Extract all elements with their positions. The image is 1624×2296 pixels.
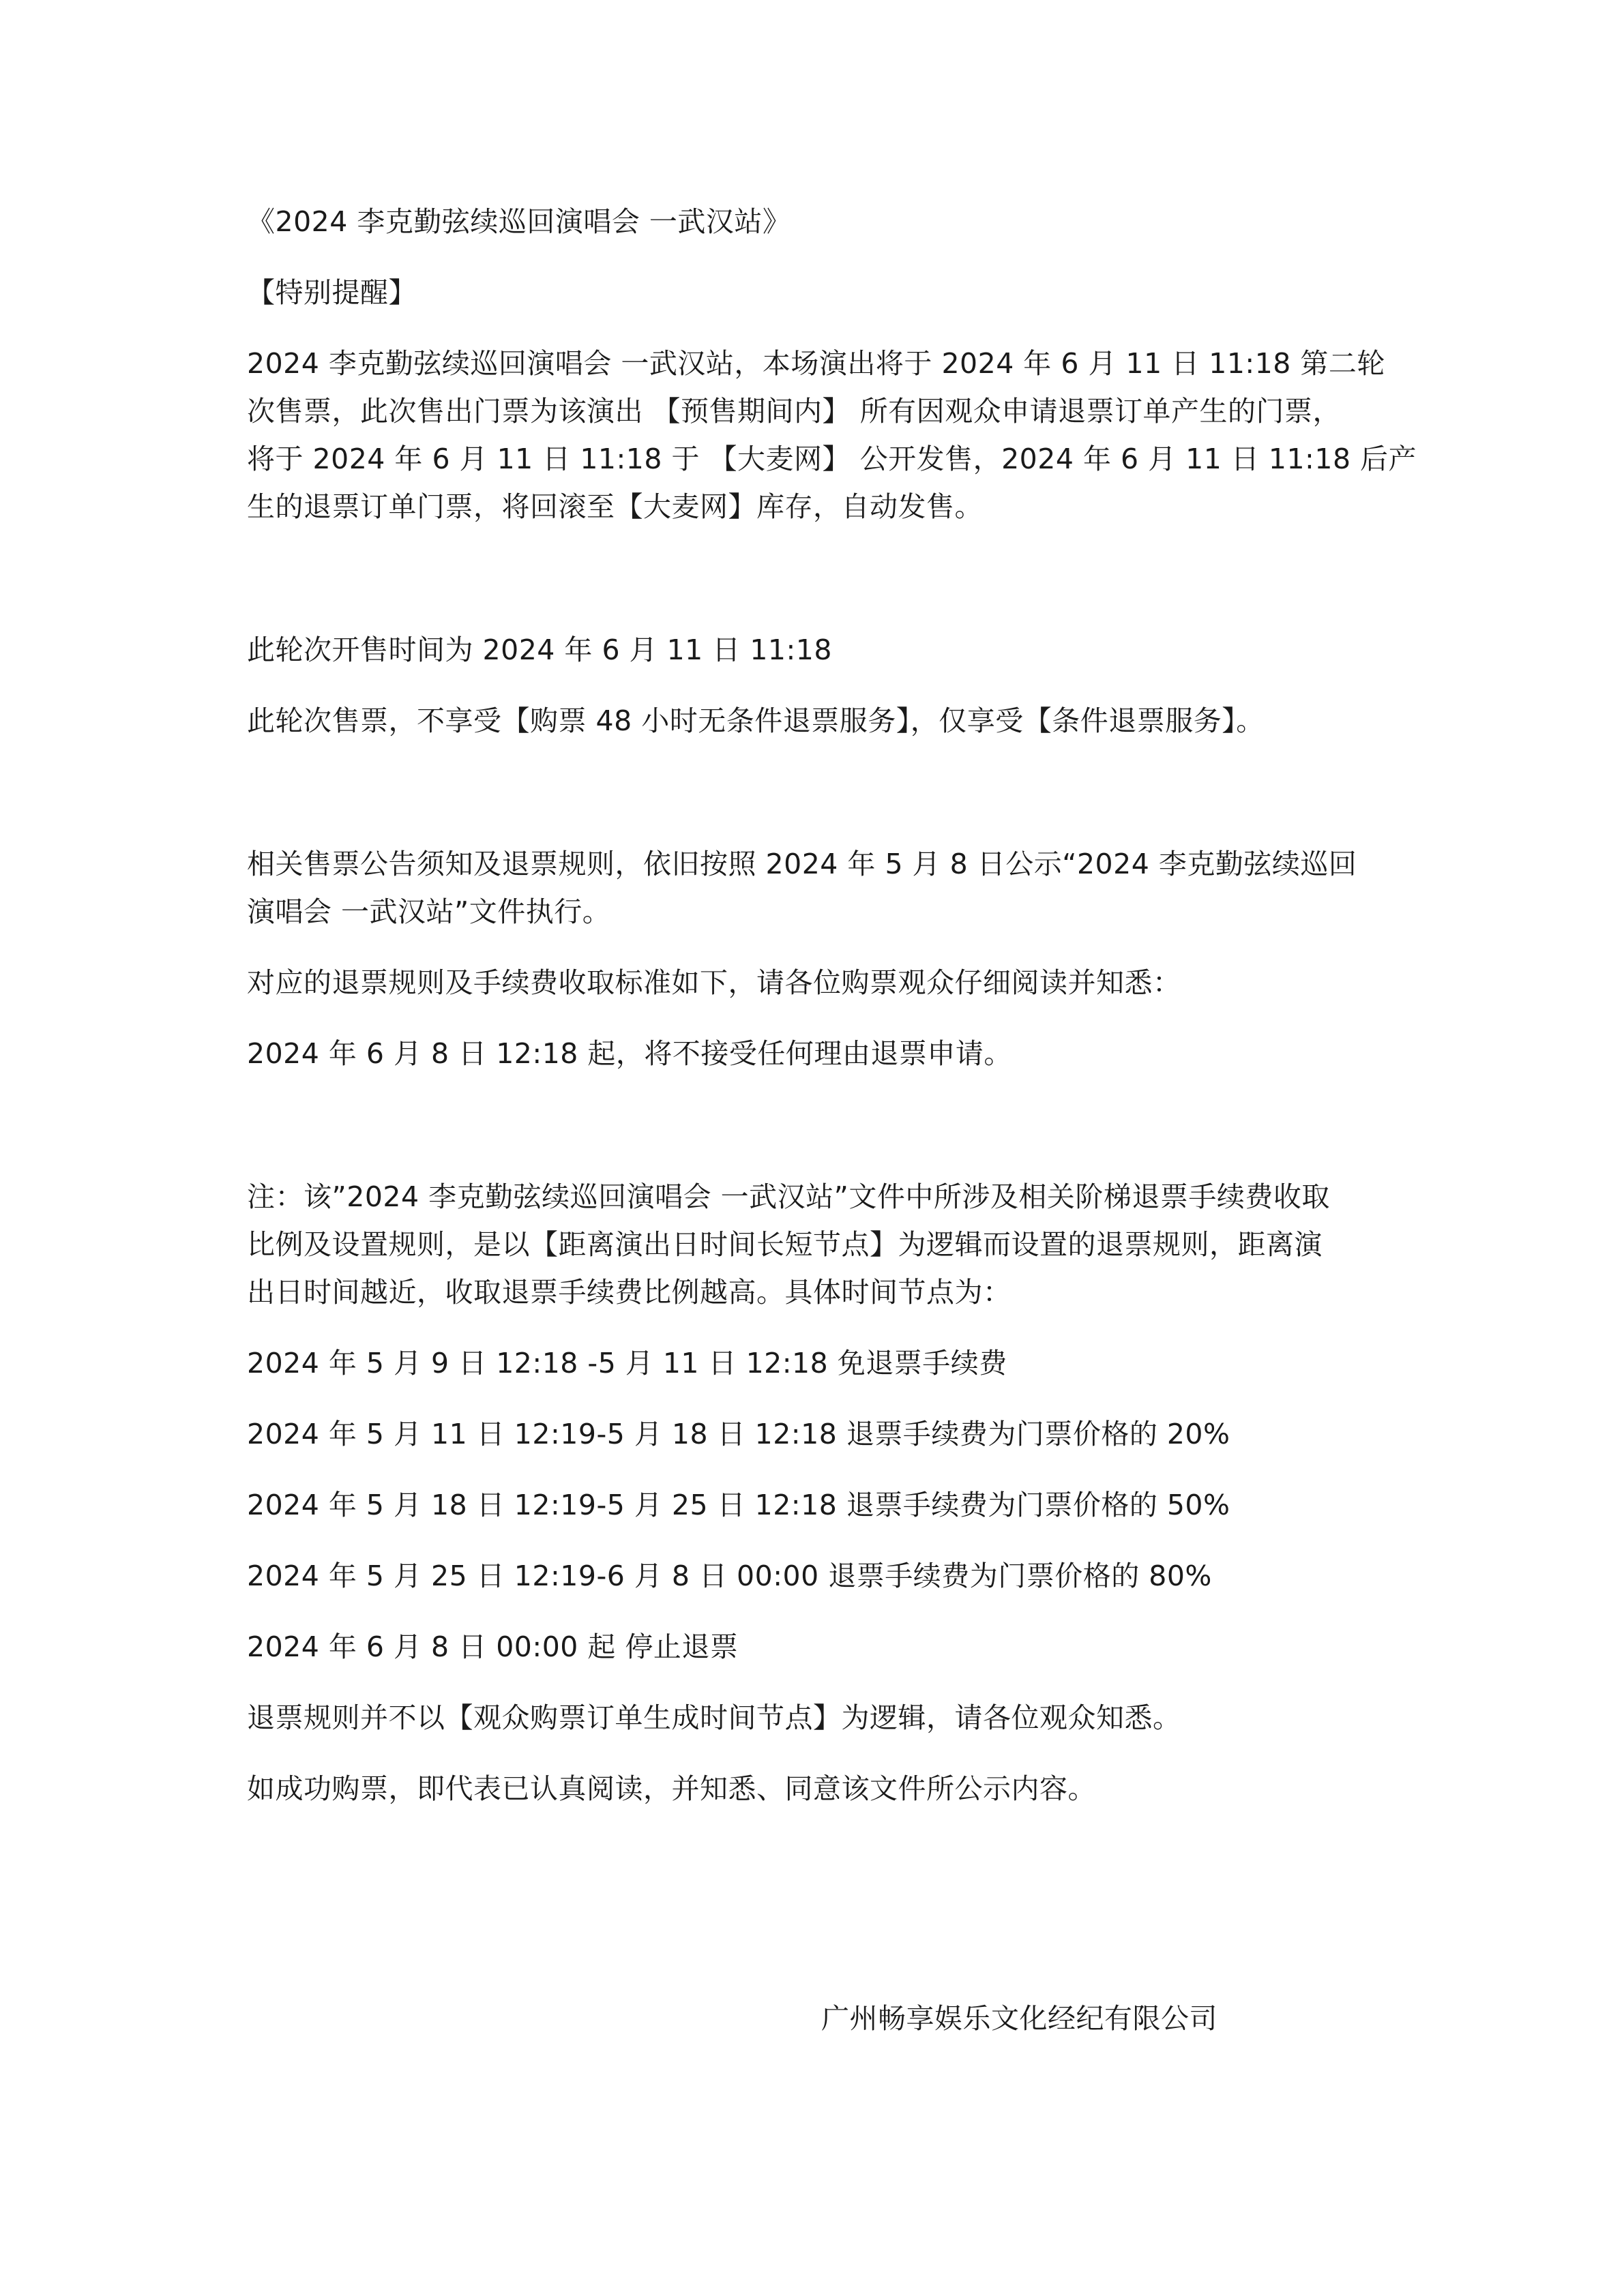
fee-intro-text: 对应的退票规则及手续费收取标准如下，请各位购票观众仔细阅读并知悉： [247, 966, 1181, 999]
rules-reference-line: 演唱会 一武汉站”文件执行。 [247, 895, 611, 928]
schedule-item: 2024 年 5 月 18 日 12:19-5 月 25 日 12:18 退票手续费为门票价格的 50% [247, 1489, 1230, 1521]
rules-reference-paragraph [247, 840, 1386, 936]
no-refund-text: 2024 年 6 月 8 日 12:18 起，将不接受任何理由退票申请。 [247, 1037, 1012, 1070]
logic-note-text: 退票规则并不以【观众购票订单生成时间节点】为逻辑，请各位观众知悉。 [247, 1701, 1181, 1734]
document-body [247, 198, 1417, 1813]
schedule-item: 2024 年 5 月 11 日 12:19-5 月 18 日 12:18 退票手续费为门票价格的 20% [247, 1418, 1230, 1450]
intro-line: 生的退票订单门票，将回滚至【大麦网】库存，自动发售。 [247, 490, 983, 523]
schedule-item: 2024 年 5 月 25 日 12:19-6 月 8 日 00:00 退票手续费为门票价格的 80% [247, 1560, 1212, 1592]
service-note-text: 此轮次售票，不享受【购票 48 小时无条件退票服务】，仅享受【条件退票服务】。 [247, 704, 1265, 737]
note-paragraph [247, 1173, 1386, 1316]
intro-line: 将于 2024 年 6 月 11 日 11:18 于 【大麦网】 公开发售，2024 年 6 月 11 日 11:18 后产 [247, 443, 1417, 475]
intro-line: 2024 李克勤弦续巡回演唱会 一武汉站，本场演出将于 2024 年 6 月 11 日 11:18 第二轮 [247, 347, 1385, 380]
rules-reference-line: 相关售票公告须知及退票规则，依旧按照 2024 年 5 月 8 日公示“2024 李克勤弦续巡回 [247, 848, 1357, 880]
consent-text: 如成功购票，即代表已认真阅读，并知悉、同意该文件所公示内容。 [247, 1772, 1096, 1805]
special-reminder-heading: 【特别提醒】 [247, 276, 417, 309]
note-line: 出日时间越近，收取退票手续费比例越高。具体时间节点为： [247, 1276, 1012, 1309]
intro-paragraph [247, 340, 1417, 531]
schedule-item: 2024 年 5 月 9 日 12:18 -5 月 11 日 12:18 免退票手续费 [247, 1347, 1007, 1380]
intro-line: 次售票，此次售出门票为该演出 【预售期间内】 所有因观众申请退票订单产生的门票， [247, 395, 1342, 428]
note-line: 注：该”2024 李克勤弦续巡回演唱会 一武汉站”文件中所涉及相关阶梯退票手续费收取 [247, 1180, 1330, 1213]
note-line: 比例及设置规则，是以【距离演出日时间长短节点】为逻辑而设置的退票规则，距离演 [247, 1228, 1323, 1261]
company-signature: 广州畅享娱乐文化经纪有限公司 [821, 2002, 1217, 2035]
schedule-item: 2024 年 6 月 8 日 00:00 起 停止退票 [247, 1630, 739, 1663]
sale-time-text: 此轮次开售时间为 2024 年 6 月 11 日 11:18 [247, 633, 832, 666]
document-title: 《2024 李克勤弦续巡回演唱会 一武汉站》 [247, 205, 791, 238]
